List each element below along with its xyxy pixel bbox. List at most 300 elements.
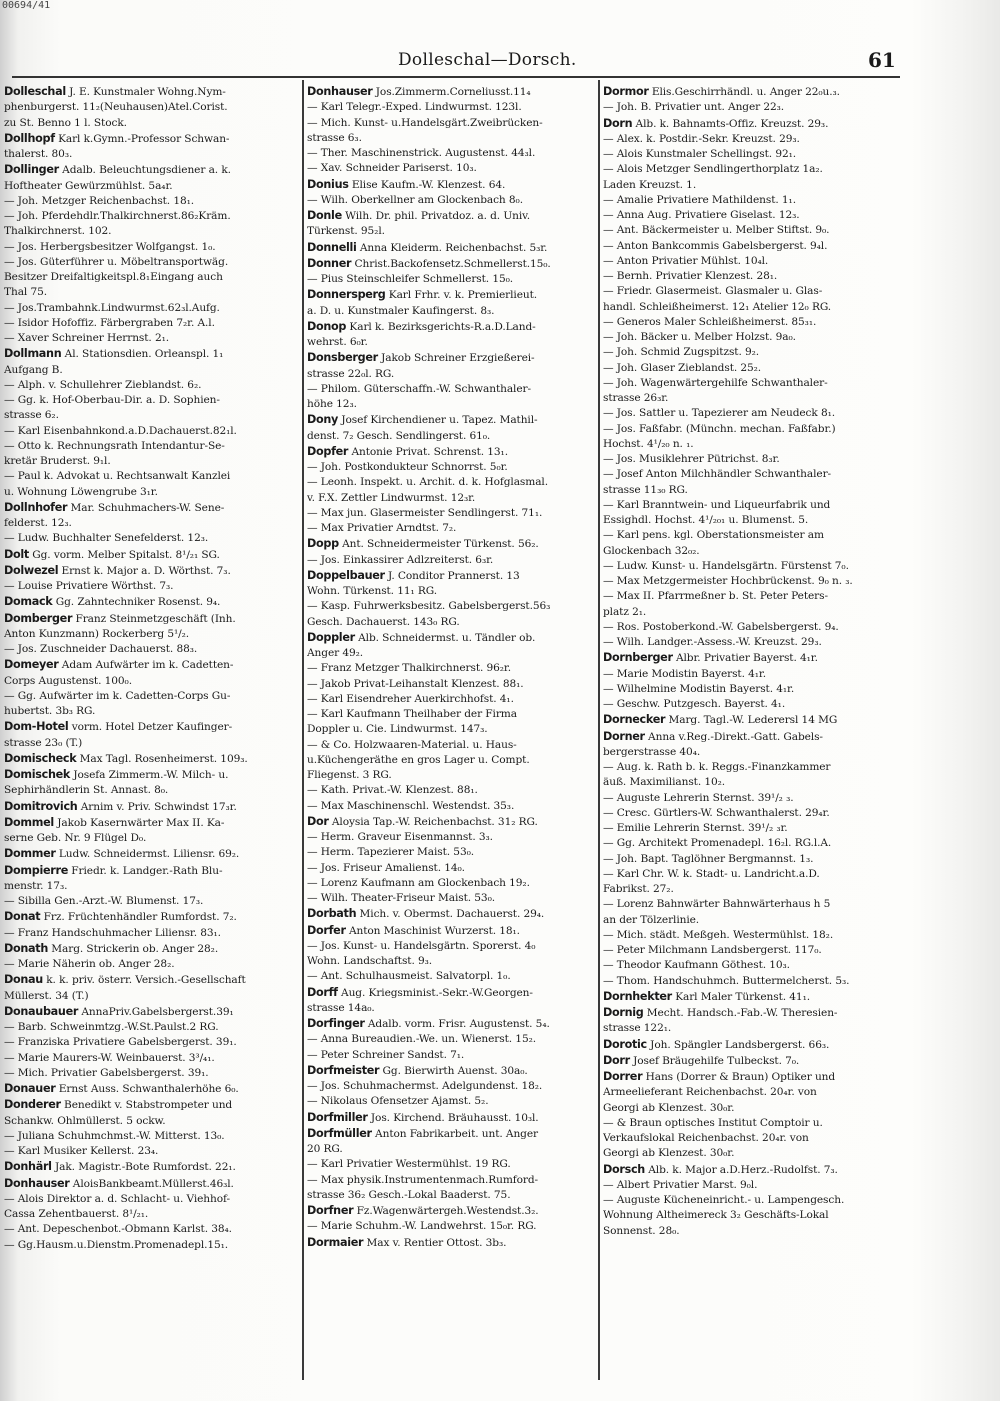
- entry-text: — Wilh. Theater-Friseur Maist. 53₀.: [307, 892, 495, 904]
- directory-entry: [4, 1114, 290, 1129]
- entry-text: Sephirhändlerin St. Annast. 8₀.: [4, 784, 169, 797]
- entry-text: — Max jun. Glasermeister Sendlingerst. 71₁.: [307, 506, 543, 519]
- directory-entry: [603, 620, 889, 635]
- directory-entry: [603, 361, 889, 376]
- directory-entry: [307, 799, 593, 814]
- entry-surname: Dorfer: [307, 923, 346, 937]
- entry-text: AnnaPriv.Gabelsbergerst.39₁: [81, 1005, 234, 1018]
- directory-entry: [603, 254, 889, 269]
- directory-entry: [307, 1094, 593, 1109]
- directory-entry: [4, 162, 290, 178]
- entry-text: Jos.Zimmerm.Corneliusst.11₄: [375, 86, 531, 98]
- directory-entry: [603, 1101, 889, 1116]
- directory-entry: [307, 287, 593, 303]
- entry-text: serne Geb. Nr. 9 Flügel D₀.: [4, 832, 147, 844]
- entry-text: Anna Kleiderm. Reichenbachst. 5₃r.: [359, 241, 548, 254]
- entry-text: Friedr. k. Landger.-Rath Blu-: [71, 864, 223, 877]
- directory-entry: [603, 315, 889, 330]
- directory-entry: [603, 162, 889, 177]
- column-left: [4, 84, 290, 1384]
- entry-text: Wohnung Altheimereck 3₂ Geschäfts-Lokal: [603, 1209, 829, 1222]
- entry-text: — Jos. Sattler u. Tapezierer am Neudeck 8₁.: [603, 407, 836, 420]
- directory-entry: [4, 594, 290, 610]
- directory-entry: [603, 116, 889, 132]
- directory-entry: [4, 147, 290, 162]
- entry-text: — Jos. Faßfabr. (Münchn. mechan. Faßfabr.): [603, 422, 836, 435]
- entry-text: thalerst. 80₃.: [4, 148, 73, 160]
- entry-text: Laden Kreuzst. 1.: [603, 178, 697, 191]
- entry-text: Karl Frhr. v. k. Premierlieut.: [388, 289, 538, 302]
- entry-text: Wilh. Dr. phil. Privatdoz. a. d. Univ.: [345, 210, 531, 222]
- directory-entry: [307, 131, 593, 146]
- directory-entry: [4, 689, 290, 704]
- entry-text: u.Küchengeräthe en gros Lager u. Compt.: [307, 753, 530, 766]
- entry-surname: Dorfner: [307, 1204, 354, 1217]
- entry-text: handl. Schleißheimerst. 12₁ Atelier 12₀ RG.: [603, 300, 832, 313]
- entry-text: Georgi ab Klenzest. 30₀r.: [603, 1147, 735, 1160]
- entry-text: — Theodor Kaufmann Göthest. 10₃.: [603, 959, 790, 972]
- entry-text: — Max Metzgermeister Hochbrückenst. 9₀ n. ₃.: [603, 575, 853, 587]
- entry-text: — Jos. Herbergsbesitzer Wolfgangst. 1₀.: [4, 240, 216, 253]
- directory-entry: [603, 928, 889, 943]
- entry-text: — Herm. Tapezierer Maist. 53₀.: [307, 846, 475, 859]
- directory-entry: [4, 783, 290, 798]
- entry-text: Arnim v. Priv. Schwindst 17₃r.: [80, 800, 237, 813]
- directory-entry: [307, 783, 593, 798]
- entry-text: — Karl Kaufmann Theilhaber der Firma: [307, 708, 517, 720]
- directory-entry: [4, 547, 290, 563]
- entry-text: Sonnenst. 28₀.: [603, 1224, 680, 1237]
- directory-entry: [307, 985, 593, 1001]
- entry-text: Türkenst. 95₂l.: [307, 225, 385, 238]
- entry-text: — Peter Milchmann Landsbergerst. 117₀.: [603, 944, 822, 956]
- entry-surname: Donauer: [4, 1082, 56, 1095]
- entry-surname: Dorrer: [603, 1070, 643, 1083]
- directory-entry: [603, 132, 889, 147]
- entry-surname: Dorfmüller: [307, 1126, 372, 1140]
- directory-entry: [307, 814, 593, 830]
- entry-text: 20 RG.: [307, 1143, 343, 1155]
- directory-entry: [603, 958, 889, 973]
- directory-entry: [307, 506, 593, 521]
- entry-text: Adalb. vorm. Frisr. Augustenst. 5₄.: [367, 1018, 550, 1030]
- directory-entry: [4, 1207, 290, 1222]
- directory-entry: [4, 1159, 290, 1175]
- directory-entry: [4, 439, 290, 454]
- directory-entry: [307, 208, 593, 224]
- entry-text: — Wilhelmine Modistin Bayerst. 4₁r.: [603, 682, 795, 695]
- entry-surname: Dorfinger: [307, 1017, 365, 1030]
- entry-text: menstr. 17₃.: [4, 879, 68, 892]
- directory-entry: [603, 1224, 889, 1239]
- entry-text: Adam Aufwärter im k. Cadetten-: [61, 659, 234, 672]
- directory-entry: [4, 1004, 290, 1020]
- directory-entry: [603, 989, 889, 1005]
- entry-text: Doppler u. Cie. Lindwurmst. 147₃.: [307, 723, 488, 736]
- directory-entry: [307, 584, 593, 599]
- entry-text: k. k. priv. österr. Versich.-Gesellschaft: [46, 974, 246, 987]
- entry-text: — Xaver Schreiner Herrnst. 2₁.: [4, 332, 170, 344]
- entry-text: Essighdl. Hochst. 4¹/₂₀₁ u. Blumenst. 5.: [603, 514, 809, 526]
- entry-text: Mar. Schuhmachers-W. Sene-: [70, 501, 225, 514]
- entry-surname: Dorn: [603, 116, 633, 130]
- directory-entry: [307, 1219, 593, 1234]
- directory-entry: [603, 943, 889, 958]
- directory-entry: [4, 84, 290, 100]
- directory-entry: [4, 957, 290, 972]
- directory-entry: [603, 559, 889, 574]
- entry-text: Schankw. Ohlmüllerst. 5 ockw.: [4, 1114, 166, 1127]
- directory-entry: [307, 692, 593, 707]
- entry-surname: Doppler: [307, 630, 355, 644]
- directory-entry: [307, 350, 593, 366]
- directory-entry: [307, 224, 593, 239]
- entry-surname: Domberger: [4, 611, 73, 625]
- entry-text: Aufgang B.: [4, 363, 63, 376]
- entry-text: — Philom. Güterschaffn.-W. Schwanthaler-: [307, 382, 531, 395]
- directory-entry: [4, 454, 290, 469]
- directory-entry: [603, 852, 889, 867]
- entry-surname: Donnelli: [307, 240, 357, 254]
- entry-text: Besitzer Dreifaltigkeitspl.8₁Eingang auch: [4, 271, 223, 283]
- directory-entry: [4, 831, 290, 846]
- directory-entry: [4, 408, 290, 423]
- directory-entry: [603, 821, 889, 836]
- directory-entry: [307, 615, 593, 630]
- directory-entry: [603, 791, 889, 806]
- entry-text: Jakob Schreiner Erzgießerei-: [381, 352, 535, 365]
- entry-text: — Jakob Privat-Leihanstalt Klenzest. 88₁.: [307, 677, 524, 690]
- directory-entry: [307, 1079, 593, 1094]
- entry-text: — Alois Kunstmaler Schellingst. 92₁.: [603, 148, 797, 160]
- entry-text: — Jos. Friseur Amalienst. 14₀.: [307, 861, 465, 874]
- directory-entry: [4, 736, 290, 751]
- entry-text: strasse 23₀ (T.): [4, 736, 83, 749]
- entry-text: Armeelieferant Reichenbachst. 20₄r. von: [603, 1086, 817, 1099]
- directory-entry: [4, 909, 290, 925]
- entry-text: — Joh. Metzger Reichenbachst. 18₁.: [4, 194, 195, 207]
- directory-entry: [603, 1053, 889, 1069]
- directory-entry: [307, 722, 593, 737]
- entry-surname: Dollinger: [4, 163, 59, 177]
- directory-entry: [4, 270, 290, 285]
- entry-text: — Max II. Pfarrmeßner b. St. Peter Peters-: [603, 590, 828, 603]
- directory-entry: [603, 544, 889, 559]
- page-header: [0, 48, 1000, 72]
- entry-text: — Leonh. Inspekt. u. Archit. d. k. Hofglasmal.: [307, 476, 548, 489]
- directory-entry: [307, 177, 593, 193]
- directory-entry: [603, 376, 889, 391]
- entry-text: — Joh. Schmid Zugspitzst. 9₂.: [603, 346, 760, 359]
- entry-text: — Karl pens. kgl. Oberstationsmeister am: [603, 529, 824, 542]
- entry-text: — Mich. städt. Meßgeh. Westermühlst. 18₂.: [603, 928, 834, 941]
- directory-entry: [4, 719, 290, 735]
- entry-text: Josef Kirchendiener u. Tapez. Mathil-: [341, 414, 538, 427]
- entry-text: Elis.Geschirrhändl. u. Anger 22₀u.₃.: [651, 86, 840, 98]
- directory-entry: [603, 208, 889, 223]
- directory-entry: [603, 897, 889, 912]
- directory-entry: [4, 989, 290, 1004]
- entry-text: — Bernh. Privatier Klenzest. 28₁.: [603, 270, 778, 282]
- directory-entry: [307, 1110, 593, 1126]
- entry-surname: Dolwezel: [4, 563, 59, 577]
- directory-entry: [603, 452, 889, 467]
- directory-entry: [307, 304, 593, 319]
- entry-surname: Dorner: [603, 729, 645, 743]
- entry-surname: Dorfmeister: [307, 1063, 380, 1077]
- entry-text: Alb. k. Major a.D.Herz.-Rudolfst. 7₃.: [648, 1163, 838, 1176]
- entry-text: — Jos. Einkassirer Adlzreiterst. 6₃r.: [307, 553, 494, 566]
- directory-entry: [307, 272, 593, 287]
- directory-entry: [603, 697, 889, 712]
- entry-text: — Louise Privatiere Wörthst. 7₃.: [4, 580, 174, 592]
- entry-text: denst. 7₂ Gesch. Sendlingerst. 61₀.: [307, 429, 491, 442]
- entry-surname: Dommel: [4, 815, 54, 829]
- entry-text: — Pius Steinschleifer Schmellerst. 15₀.: [307, 273, 514, 285]
- entry-text: — Joh. B. Privatier unt. Anger 22₃.: [603, 101, 785, 114]
- directory-entry: [307, 845, 593, 860]
- entry-text: Glockenbach 32₀₂.: [603, 544, 700, 557]
- entry-text: J. Conditor Prannerst. 13: [388, 569, 520, 582]
- directory-entry: [4, 941, 290, 957]
- entry-text: — Joh. Wagenwärtergehilfe Schwanthaler-: [603, 376, 828, 389]
- entry-text: — Anton Bankcommis Gabelsbergerst. 9₄l.: [603, 239, 828, 252]
- directory-entry: [307, 738, 593, 753]
- directory-entry: [603, 1005, 889, 1021]
- entry-text: — Sibilla Gen.-Arzt.-W. Blumenst. 17₃.: [4, 895, 204, 907]
- entry-text: Franz Steinmetzgeschäft (Inh.: [75, 612, 236, 625]
- directory-entry: [603, 974, 889, 989]
- directory-entry: [4, 1222, 290, 1237]
- directory-entry: [4, 100, 290, 115]
- directory-entry: [603, 650, 889, 666]
- entry-text: Jakob Kasernwärter Max II. Ka-: [57, 816, 225, 829]
- entry-surname: Dopp: [307, 537, 339, 551]
- entry-text: Marg. Strickerin ob. Anger 28₂.: [51, 942, 219, 955]
- directory-entry: [307, 954, 593, 969]
- directory-entry: [4, 926, 290, 941]
- directory-entry: [4, 1144, 290, 1159]
- directory-entry: [4, 131, 290, 147]
- directory-entry: [4, 469, 290, 484]
- entry-surname: Domitrovich: [4, 799, 78, 813]
- entry-text: — Jos.Trambahnk.Lindwurmst.62₃l.Aufg.: [4, 301, 220, 314]
- entry-text: — Karl Privatier Westermühlst. 19 RG.: [307, 1158, 511, 1171]
- entry-text: vorm. Hotel Detzer Kaufinger-: [71, 721, 233, 734]
- directory-entry: [307, 830, 593, 845]
- entry-text: — Ant. Depeschenbot.-Obmann Karlst. 38₄.: [4, 1223, 232, 1236]
- directory-entry: [603, 682, 889, 697]
- directory-entry: [4, 301, 290, 316]
- entry-text: Al. Stationsdien. Orleanspl. 1₁: [64, 348, 224, 361]
- entry-text: strasse 6₂.: [4, 409, 59, 422]
- directory-entry: [4, 485, 290, 500]
- directory-entry: [307, 630, 593, 646]
- directory-entry: [307, 412, 593, 428]
- directory-entry: [603, 836, 889, 851]
- entry-surname: Donaubauer: [4, 1004, 79, 1018]
- directory-entry: [4, 846, 290, 862]
- entry-text: Aug. Kriegsminist.-Sekr.-W.Georgen-: [341, 986, 533, 999]
- entry-text: v. F.X. Zettler Lindwurmst. 12₃r.: [307, 491, 476, 504]
- entry-text: Wohn. Türkenst. 11₁ RG.: [307, 585, 438, 597]
- directory-entry: [603, 1131, 889, 1146]
- directory-entry: [603, 483, 889, 498]
- entry-surname: Dom-Hotel: [4, 720, 69, 734]
- directory-entry: [4, 863, 290, 879]
- directory-entry: [307, 1016, 593, 1032]
- directory-entry: [603, 1021, 889, 1036]
- directory-entry: [307, 1203, 593, 1219]
- entry-text: strasse 22₀l. RG.: [307, 367, 395, 380]
- directory-entry: [4, 1192, 290, 1207]
- entry-text: Fabrikst. 27₂.: [603, 883, 674, 895]
- directory-entry: [307, 193, 593, 208]
- directory-entry: [307, 646, 593, 661]
- directory-entry: [4, 751, 290, 767]
- entry-surname: Dornecker: [603, 713, 666, 727]
- entry-surname: Dorotic: [603, 1037, 647, 1051]
- directory-entry: [307, 661, 593, 676]
- entry-surname: Doppelbauer: [307, 568, 385, 582]
- directory-entry: [4, 799, 290, 815]
- entry-text: Thalkirchnerst. 102.: [4, 225, 112, 238]
- entry-text: — Auguste Lehrerin Sternst. 39¹/₂ ₃.: [603, 791, 794, 804]
- entry-surname: Dollmann: [4, 347, 62, 361]
- directory-entry: [307, 240, 593, 256]
- entry-text: — Joh. Postkonduktеur Schnorrst. 5₀r.: [307, 461, 508, 473]
- entry-text: Jak. Magistr.-Bote Rumfordst. 22₁.: [54, 1161, 236, 1174]
- directory-entry: [307, 382, 593, 397]
- directory-entry: [603, 223, 889, 238]
- entry-surname: Dolt: [4, 547, 29, 561]
- directory-entry: [603, 712, 889, 728]
- entry-text: strasse 26₃r.: [603, 392, 669, 404]
- entry-text: Müllerst. 34 (T.): [4, 989, 89, 1002]
- directory-entry: [307, 891, 593, 906]
- directory-entry: [603, 605, 889, 620]
- directory-entry: [307, 116, 593, 131]
- entry-surname: Donner: [307, 256, 352, 270]
- directory-entry: [4, 116, 290, 131]
- directory-entry: [603, 422, 889, 437]
- directory-entry: [603, 775, 889, 790]
- entry-text: — Ludw. Kunst- u. Handelsgärtn. Fürstenst 7₀.: [603, 559, 849, 572]
- entry-text: strasse 36₂ Gesch.-Lokal Baaderst. 75.: [307, 1188, 511, 1201]
- entry-text: äuß. Maximilianst. 10₂.: [603, 776, 726, 789]
- entry-text: — Emilie Lehrerin Sternst. 39¹/₂ ₃r.: [603, 822, 788, 834]
- directory-entry: [603, 1193, 889, 1208]
- directory-entry: [307, 460, 593, 475]
- directory-entry: [603, 635, 889, 650]
- entry-text: Anna v.Reg.-Direkt.-Gatt. Gabels-: [648, 730, 823, 743]
- entry-text: Anton Maschinist Wurzerst. 18₁.: [348, 924, 520, 937]
- page-number: 61: [868, 48, 896, 72]
- directory-entry: [4, 194, 290, 209]
- entry-text: — Alois Direktor a. d. Schlacht- u. Viehhof-: [4, 1192, 230, 1205]
- entry-text: — Mich. Kunst- u.Handelsgärt.Zweibrücken-: [307, 116, 543, 129]
- entry-text: Verkaufslokal Reichenbachst. 20₄r. von: [603, 1132, 809, 1144]
- entry-text: Anton Kunzmann) Rockerberg 5¹/₂.: [4, 627, 189, 640]
- directory-entry: [4, 579, 290, 594]
- entry-surname: Dorsch: [603, 1162, 645, 1176]
- entry-text: Antonie Privat. Schrenst. 13₁.: [351, 445, 508, 458]
- entry-text: — Karl Eisenbahnkond.a.D.Dachauerst.82₁l.: [4, 424, 237, 437]
- directory-entry: [4, 1066, 290, 1081]
- entry-text: — Max physik.Instrumentenmach.Rumford-: [307, 1173, 538, 1186]
- entry-text: phenburgerst. 11₂(Neuhausen)Atel.Corist.: [4, 101, 228, 114]
- page-margin: [912, 0, 1000, 1401]
- entry-text: Ernst Auss. Schwanthalerhöhe 6₀.: [58, 1083, 239, 1095]
- entry-text: — Gg. Aufwärter im k. Cadetten-Corps Gu-: [4, 689, 231, 702]
- entry-surname: Dorr: [603, 1053, 630, 1067]
- directory-entry: [603, 1146, 889, 1161]
- directory-entry: [603, 1162, 889, 1178]
- directory-entry: [307, 256, 593, 272]
- directory-entry: [603, 300, 889, 315]
- entry-text: — Nikolaus Ofensetzer Ajamst. 5₂.: [307, 1095, 489, 1108]
- directory-entry: [4, 894, 290, 909]
- directory-entry: [4, 179, 290, 194]
- entry-text: höhe 12₃.: [307, 398, 357, 410]
- directory-entry: [603, 1085, 889, 1100]
- entry-surname: Donau: [4, 973, 43, 987]
- directory-entry: [603, 745, 889, 760]
- entry-text: — Marie Modistin Bayerst. 4₁r.: [603, 667, 766, 680]
- directory-entry: [307, 521, 593, 536]
- entry-text: Max v. Rentier Ottost. 3b₃.: [366, 1236, 507, 1249]
- directory-entry: [4, 815, 290, 831]
- directory-entry: [603, 760, 889, 775]
- entry-text: — Herm. Graveur Eisenmannst. 3₃.: [307, 831, 493, 843]
- entry-text: Karl k. Bezirksgerichts-R.a.D.Land-: [349, 320, 536, 333]
- directory-entry: [4, 1097, 290, 1113]
- entry-text: Adalb. Beleuchtungsdiener a. k.: [62, 164, 231, 177]
- entry-text: Anton Fabrikarbeit. unt. Anger: [375, 1127, 538, 1140]
- entry-text: — Jos. Musiklehrer Pütrichst. 8₃r.: [603, 453, 780, 465]
- entry-text: — Peter Schreiner Sandst. 7₁.: [307, 1048, 465, 1061]
- entry-surname: Dompierre: [4, 863, 68, 877]
- entry-text: Ludw. Schneidermst. Liliensr. 69₂.: [58, 848, 240, 861]
- entry-text: zu St. Benno 1 l. Stock.: [4, 116, 127, 129]
- directory-entry: [307, 1235, 593, 1251]
- entry-surname: Dornberger: [603, 651, 673, 665]
- entry-surname: Domeyer: [4, 658, 59, 672]
- directory-entry: [603, 100, 889, 115]
- entry-surname: Donsberger: [307, 351, 378, 365]
- directory-entry: [603, 147, 889, 162]
- entry-text: Fliegenst. 3 RG.: [307, 769, 392, 781]
- directory-entry: [4, 285, 290, 300]
- entry-surname: Donhauser: [307, 85, 373, 98]
- entry-text: Corps Augustenst. 100₀.: [4, 674, 132, 687]
- directory-entry: [603, 667, 889, 682]
- entry-text: hubertst. 3b₃ RG.: [4, 705, 96, 717]
- directory-entry: [4, 674, 290, 689]
- entry-text: — Ant. Schulhausmeist. Salvatorpl. 1₀.: [307, 970, 511, 983]
- entry-surname: Donle: [307, 209, 342, 222]
- directory-entry: [307, 1173, 593, 1188]
- directory-entry: [4, 363, 290, 378]
- directory-entry: [603, 1116, 889, 1131]
- column-right: [603, 84, 889, 1384]
- directory-entry: [4, 240, 290, 255]
- entry-surname: Domack: [4, 595, 53, 609]
- directory-entry: [4, 563, 290, 579]
- entry-surname: Dollhopf: [4, 131, 55, 145]
- directory-entry: [4, 255, 290, 270]
- entry-text: — Ant. Bäckermeister u. Melber Stiftst. 9₀.: [603, 224, 830, 237]
